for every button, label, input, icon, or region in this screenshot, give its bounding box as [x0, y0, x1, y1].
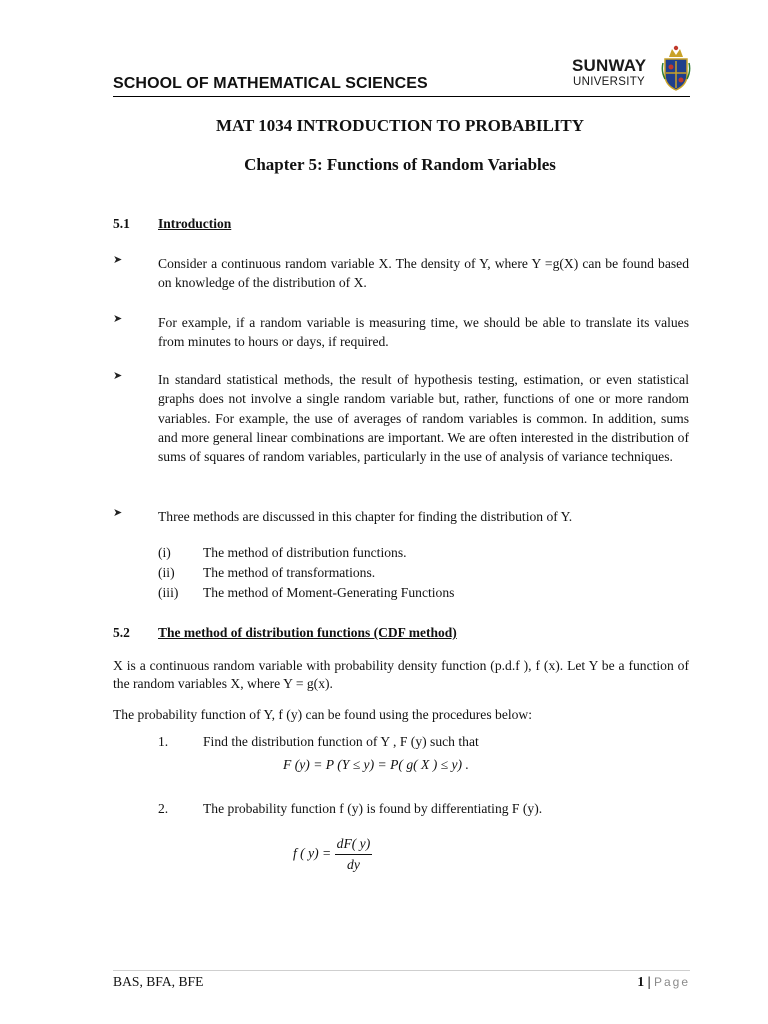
footer-programmes: BAS, BFA, BFE — [113, 974, 204, 989]
step-text: The probability function f (y) is found by differentiating F (y). — [203, 801, 543, 816]
paragraph: Three methods are discussed in this chapter for finding the distribution of Y. — [158, 509, 573, 524]
derivative-equation — [293, 836, 372, 873]
course-title: MAT 1034 INTRODUCTION TO PROBABILITY — [215, 116, 585, 135]
bullet-arrow-icon: ➤ — [113, 313, 123, 325]
list-item: The method of Moment-Generating Functions — [203, 585, 455, 600]
paragraph: In standard statistical methods, the result of hypothesis testing, estimation, or even statistical graphs does not involve a single random variable but, rather, functions of one or more random variables. For example, the use of averages of random variables is common. In addition, sums and more general linear combinations are important. We are often interested in the distribution of sums of squares of random variables, particularly in the use of analysis of variance techniques. — [158, 372, 689, 465]
list-item: The method of transformations. — [203, 565, 376, 580]
equation-lhs: f ( y) = — [293, 845, 332, 861]
fraction — [335, 836, 373, 873]
bullet-arrow-icon: ➤ — [113, 507, 123, 519]
paragraph: The probability function of Y, f (y) can be found using the procedures below: — [113, 707, 533, 722]
list-number: (ii) — [158, 565, 175, 580]
paragraph: Consider a continuous random variable X. The density of Y, where Y =g(X) can be found based on knowledge of the distribution of X. — [158, 256, 689, 291]
section-number: 5.1 — [113, 216, 130, 231]
list-number: (iii) — [158, 585, 179, 600]
page-word: Page — [653, 975, 690, 989]
school-name: SCHOOL OF MATHEMATICAL SCIENCES — [113, 75, 428, 92]
list-number: (i) — [158, 545, 171, 560]
fraction-numerator: dF( y) — [335, 836, 373, 855]
page-number: 1 — [637, 974, 645, 989]
list-item: The method of distribution functions. — [203, 545, 407, 560]
section-title: The method of distribution functions (CDF method) — [158, 625, 457, 640]
paragraph: For example, if a random variable is measuring time, we should be able to translate its values from minutes to hours or days, if required. — [158, 315, 689, 350]
page-indicator — [600, 974, 690, 990]
crest-icon — [661, 45, 691, 91]
paragraph: X is a continuous random variable with probability density function (p.d.f ), f (x). Let Y be a function of the random variables X, where Y = g(x). — [113, 658, 689, 691]
bullet-arrow-icon: ➤ — [113, 370, 123, 382]
step-number: 2. — [158, 801, 169, 816]
section-number: 5.2 — [113, 625, 130, 640]
step-number: 1. — [158, 734, 169, 749]
footer-divider — [113, 970, 690, 971]
section-title: Introduction — [158, 216, 232, 231]
university-logo — [572, 45, 692, 93]
logo-text-university: UNIVERSITY — [573, 76, 646, 88]
fraction-denominator: dy — [347, 857, 360, 872]
bullet-arrow-icon: ➤ — [113, 254, 123, 266]
equation: F (y) = P (Y ≤ y) = P( g( X ) ≤ y) . — [283, 757, 469, 772]
chapter-title: Chapter 5: Functions of Random Variables — [244, 155, 556, 174]
logo-text-sunway: SUNWAY — [572, 56, 647, 75]
page-separator: | — [644, 974, 654, 989]
header-divider — [113, 96, 690, 97]
step-text: Find the distribution function of Y , F (y) such that — [203, 734, 479, 749]
